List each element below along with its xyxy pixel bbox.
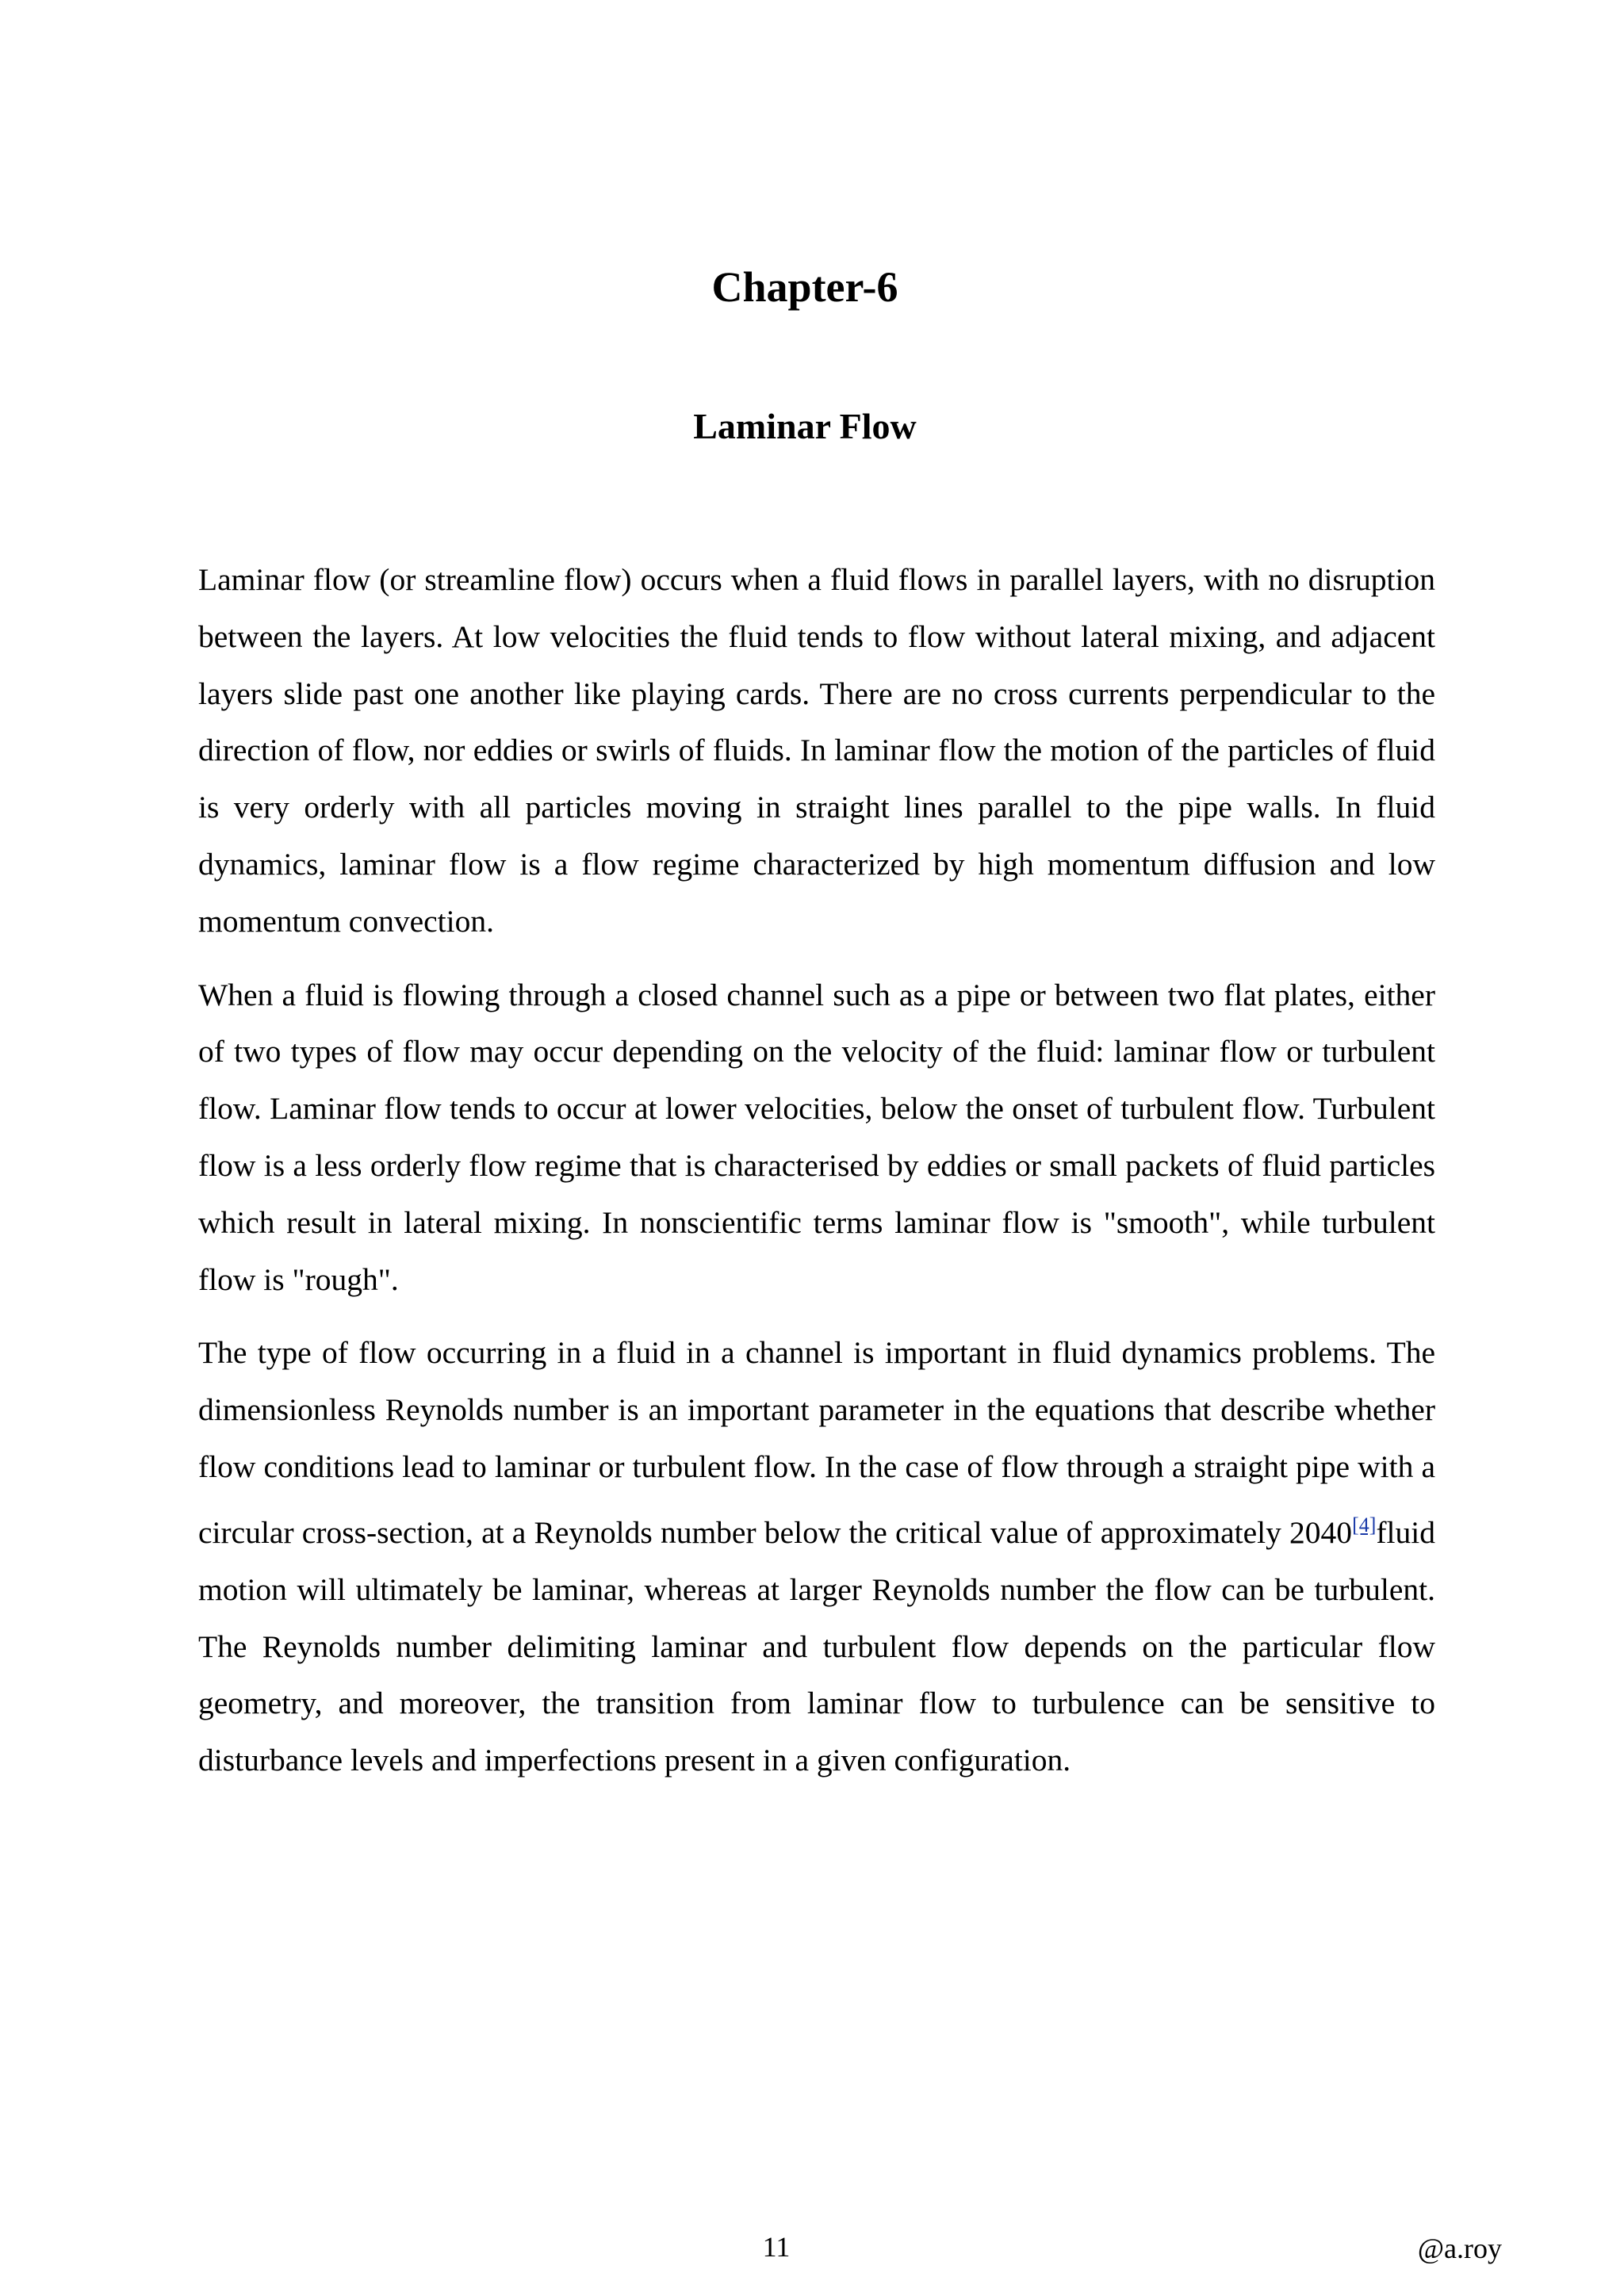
paragraph-3 bbox=[198, 1325, 1435, 1789]
paragraph-1: Laminar flow (or streamline flow) occurs when a fluid flows in parallel layers, with no disruption between the layers. At low velocities the fluid tends to flow without lateral mixing, and adjacent layers slide past one another like playing cards. There are no cross currents perpendicular to the direction of flow, nor eddies or swirls of fluids. In laminar flow the motion of the particles of fluid is very orderly with all particles moving in straight lines parallel to the pipe walls. In fluid dynamics, laminar flow is a flow regime characterized by high momentum diffusion and low momentum convection. bbox=[198, 562, 1435, 939]
citation-superscript bbox=[1352, 1510, 1376, 1538]
page-number-text: 11 bbox=[762, 2231, 791, 2263]
paragraph-2: When a fluid is flowing through a closed channel such as a pipe or between two flat plates, either of two types of flow may occur depending on the velocity of the fluid: laminar flow or turbulent flow. Laminar flow tends to occur at lower velocities, below the onset of turbulent flow. Turbulent flow is a less orderly flow regime that is characterised by eddies or small packets of fluid particles which result in lateral mixing. In nonscientific terms laminar flow is "smooth", while turbulent flow is "rough". bbox=[198, 977, 1435, 1297]
chapter-heading-text: Chapter-6 bbox=[711, 263, 898, 311]
author-credit: @a.roy bbox=[1417, 2233, 1502, 2264]
body-text bbox=[198, 552, 1435, 1806]
paragraph-3-before-ref: The type of flow occurring in a fluid in a channel is important in fluid dynamics problems. The dimensionless Reynolds number is an important parameter in the equations that describe whether flow conditions lead to laminar or turbulent flow. In the case of flow through a straight pipe with a circular cross-section, at a Reynolds number below the critical value of approximately 2040 bbox=[198, 1335, 1435, 1550]
page-number bbox=[0, 2229, 1624, 2264]
paragraph-3-after-ref: fluid motion will ultimately be laminar, whereas at larger Reynolds number the flow can be turbulent. The Reynolds number delimiting laminar and turbulent flow depends on the particular flow geometry, and moreover, the transition from laminar flow to turbulence can be sensitive to disturbance levels and imperfections present in a given configuration. bbox=[198, 1514, 1435, 1778]
chapter-title-text: Laminar Flow bbox=[693, 406, 917, 446]
chapter-heading bbox=[0, 262, 1624, 312]
citation-link[interactable]: [4] bbox=[1352, 1513, 1377, 1536]
chapter-title bbox=[0, 404, 1624, 449]
